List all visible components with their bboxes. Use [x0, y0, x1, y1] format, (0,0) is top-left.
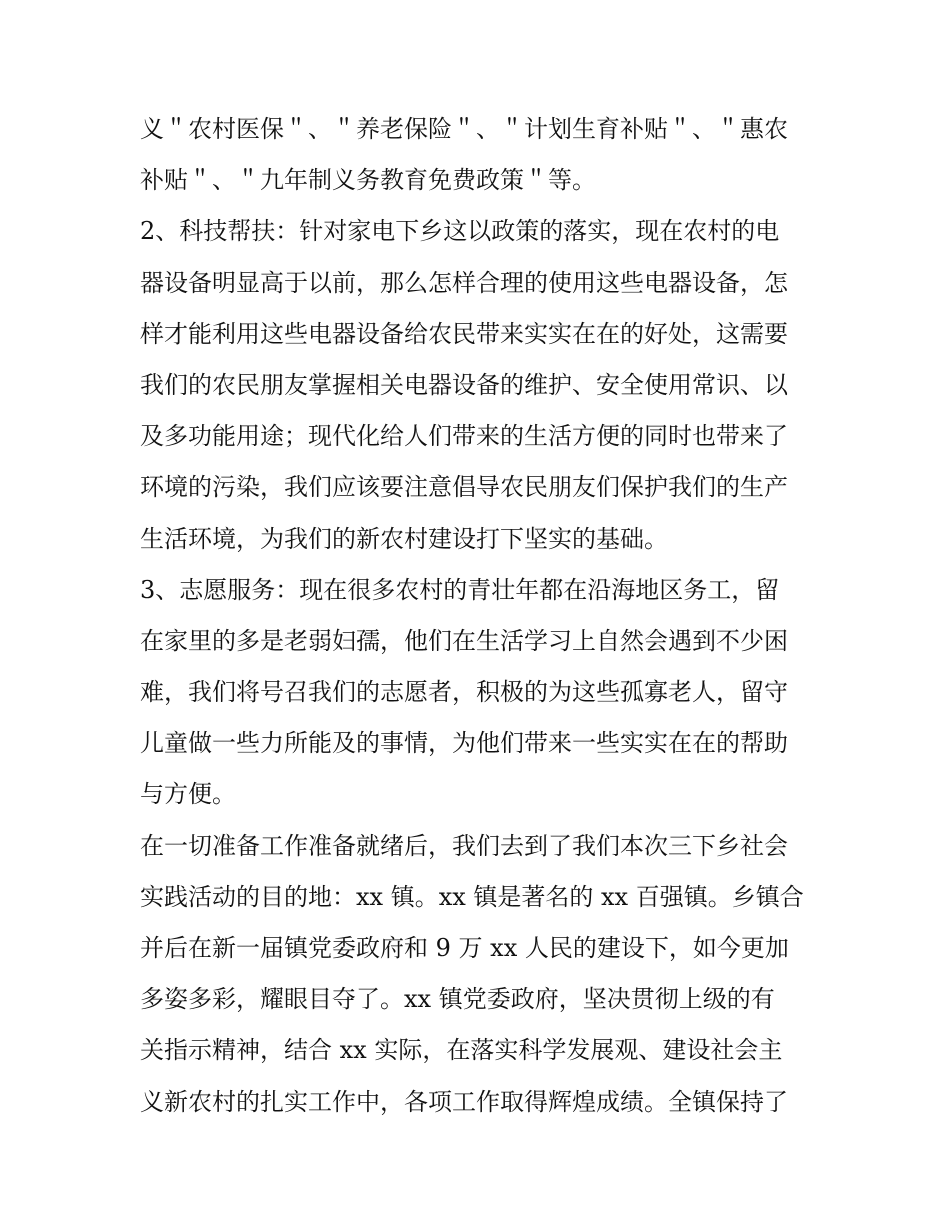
text-line-15: 在一切准备工作准备就绪后，我们去到了我们本次三下乡社会 [140, 831, 788, 860]
text-line-13: 儿童做一些力所能及的事情，为他们带来一些实实在在的帮助 [140, 729, 788, 758]
text-line-5: 样才能利用这些电器设备给农民带来实实在在的好处，这需要 [140, 319, 788, 348]
body-text [140, 104, 820, 1128]
text-line-7: 及多功能用途；现代化给人们带来的生活方便的同时也带来了 [140, 422, 788, 451]
text-line-9: 生活环境，为我们的新农村建设打下坚实的基础。 [140, 524, 668, 553]
text-line-2: 补贴＂、＂九年制义务教育免费政策＂等。 [140, 166, 596, 195]
text-line-8: 环境的污染，我们应该要注意倡导农民朋友们保护我们的生产 [140, 473, 788, 502]
text-line-20: 义新农村的扎实工作中，各项工作取得辉煌成绩。全镇保持了 [140, 1087, 788, 1116]
text-line-16: 实践活动的目的地：xx 镇。xx 镇是著名的 xx 百强镇。乡镇合 [140, 882, 804, 911]
text-line-1: 义＂农村医保＂、＂养老保险＂、＂计划生育补贴＂、＂惠农 [140, 115, 788, 143]
text-line-4: 器设备明显高于以前，那么怎样合理的使用这些电器设备，怎 [140, 268, 788, 297]
text-line-17: 并后在新一届镇党委政府和 9 万 xx 人民的建设下，如今更加 [140, 934, 789, 962]
text-line-10: 3、志愿服务：现在很多农村的青壮年都在沿海地区务工，留 [140, 575, 780, 604]
text-line-18: 多姿多彩，耀眼目夺了。xx 镇党委政府，坚决贯彻上级的有 [140, 985, 775, 1014]
text-line-6: 我们的农民朋友掌握相关电器设备的维护、安全使用常识、以 [140, 370, 788, 399]
text-line-3: 2、科技帮扶：针对家电下乡这以政策的落实，现在农村的电 [140, 217, 780, 246]
text-line-14: 与方便。 [140, 780, 236, 809]
text-line-12: 难，我们将号召我们的志愿者，积极的为这些孤寡老人，留守 [140, 678, 788, 707]
text-line-19: 关指示精神，结合 xx 实际，在落实科学发展观、建设社会主 [140, 1036, 783, 1065]
text-line-11: 在家里的多是老弱妇孺，他们在生活学习上自然会遇到不少困 [140, 626, 788, 655]
